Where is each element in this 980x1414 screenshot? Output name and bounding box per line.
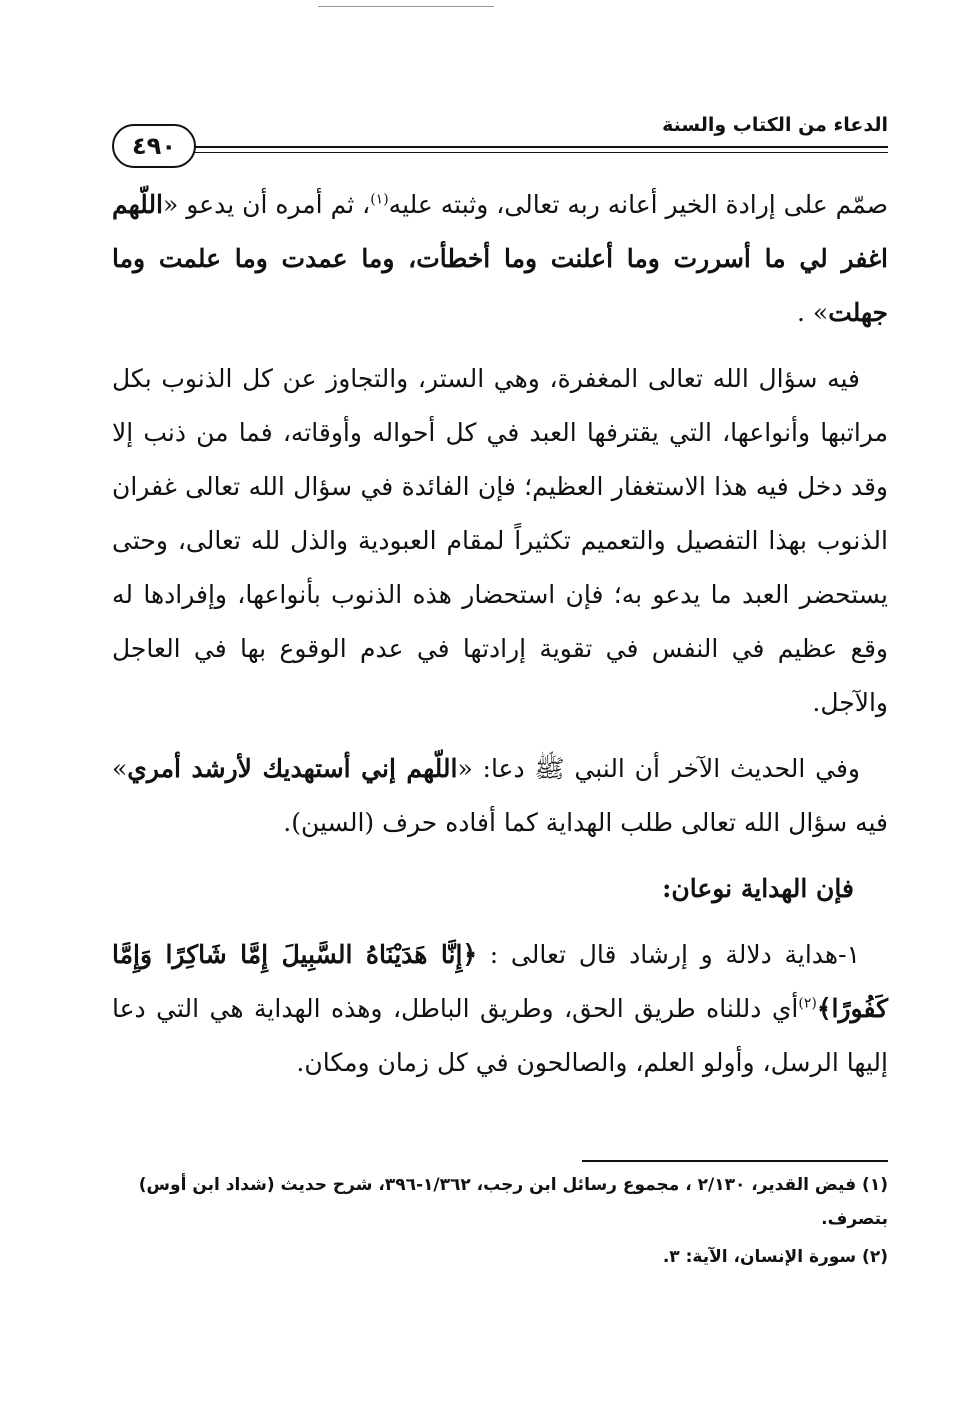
- header-rule-thin: [178, 152, 888, 153]
- dua-text: اللّهم اغفر لي ما أسررت وما أعلنت وما أخطأت، وما عمدت وما علمت وما جهلت: [112, 190, 888, 327]
- paragraph-4: ١-هداية دلالة و إرشاد قال تعالى : ﴿إِنَّا هَدَيْنَاهُ السَّبِيلَ إِمَّا شَاكِرًا وَإِمَّا كَفُورًا﴾$^{(٢)}$أي دللناه طريق الحق، وطريق الباطل، وهذه الهداية هي التي دعا إليها الرسل، وأولو العلم، والصالحون في كل زمان ومكان.: [112, 940, 888, 1077]
- footnote-1: (١) فيض القدير، ٢/١٣٠ ، مجموع رسائل ابن رجب، ١/٣٦٢-٣٩٦، شرح حديث (شداد ابن أوس) بتصرف.: [138, 1175, 888, 1229]
- page-header: [112, 112, 888, 168]
- section-heading: فإن الهداية نوعان:: [662, 874, 854, 903]
- main-text: [112, 178, 888, 1102]
- page-number: ٤٩٠: [112, 124, 196, 168]
- footnote-ref-2: (٢): [798, 995, 817, 1012]
- footnote-2: (٢) سورة الإنسان، الآية: ٣.: [662, 1247, 888, 1267]
- footnotes: [112, 1168, 888, 1278]
- dua-text: اللّهم إني أستهديك لأرشد أمري: [127, 754, 458, 783]
- running-title: الدعاء من الكتاب والسنة: [662, 114, 888, 136]
- top-decorative-rule: [318, 6, 494, 7]
- paragraph-1: صمّم على إرادة الخير أعانه ربه تعالى، وثبته عليه$^{(١)}$، ثم أمره أن يدعو «اللّهم اغفر لي ما أسررت وما أعلنت وما أخطأت، وما عمدت وما علمت وما جهلت» .: [112, 190, 888, 327]
- paragraph-2: فيه سؤال الله تعالى المغفرة، وهي الستر، والتجاوز عن كل الذنوب بكل مراتبها وأنواعها، التي يقترفها العبد في كل أحواله وأوقاته، فما من ذنب إلا وقد دخل فيه هذا الاستغفار العظيم؛ فإن الفائدة في سؤال الله تعالى غفران الذنوب بهذا التفصيل والتعميم تكثيراً لمقام العبودية والذل لله تعالى، وحتى يستحضر العبد ما يدعو به؛ فإن استحضار هذه الذنوب بأنواعها، وإفرادها له وقع عظيم في النفس في تقوية إرادتها في عدم الوقوع بها في العاجل والآجل.: [112, 364, 888, 717]
- quran-verse: ﴿إِنَّا هَدَيْنَاهُ السَّبِيلَ إِمَّا شَاكِرًا وَإِمَّا كَفُورًا﴾: [112, 940, 888, 1023]
- footnote-ref-1: (١): [370, 191, 389, 208]
- footnote-separator: [582, 1160, 888, 1162]
- paragraph-3: وفي الحديث الآخر أن النبي ﷺ دعا: «اللّهم إني أستهديك لأرشد أمري» فيه سؤال الله تعالى طلب الهداية كما أفاده حرف (السين).: [112, 754, 888, 837]
- header-rule: [178, 146, 888, 148]
